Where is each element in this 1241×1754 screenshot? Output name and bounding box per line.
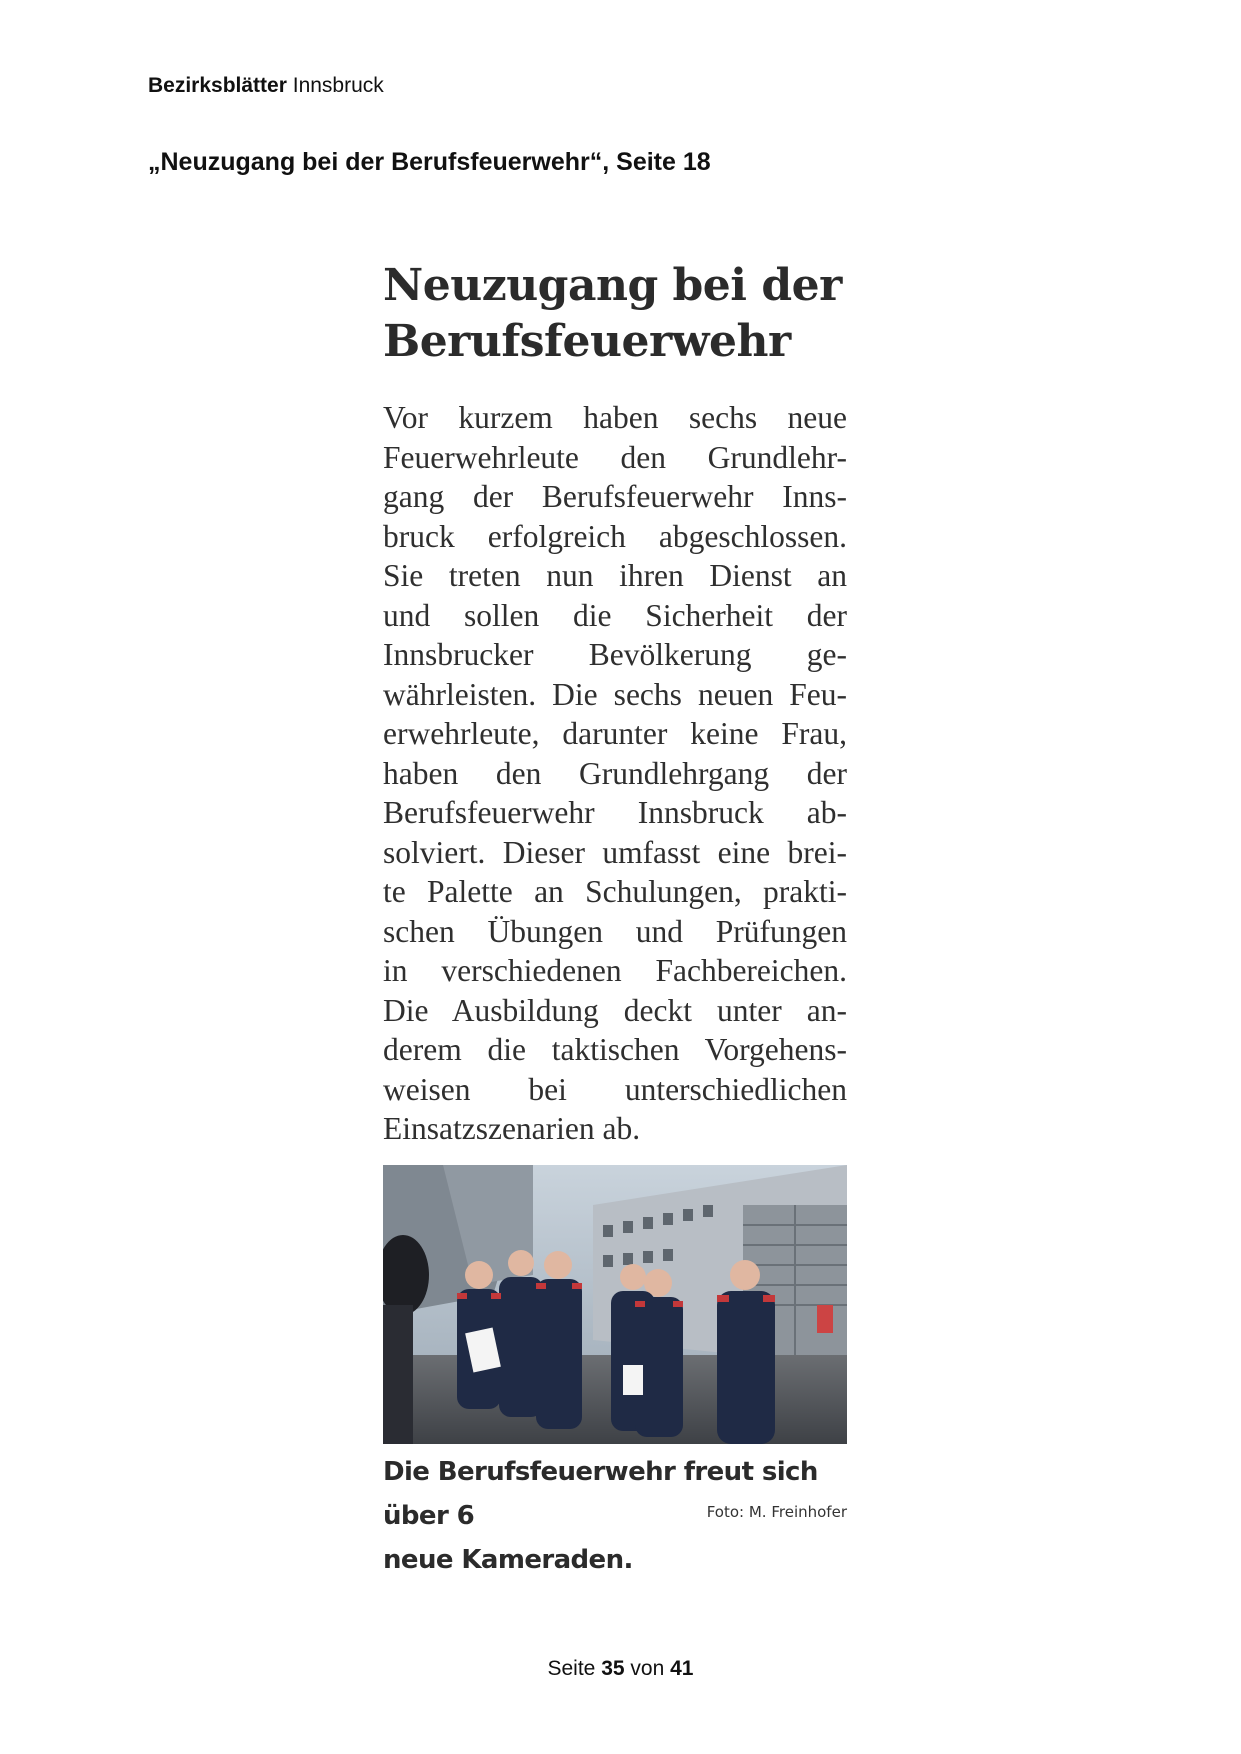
body-line: und sollen die Sicherheit der: [383, 597, 847, 633]
article-photo: [383, 1165, 847, 1444]
body-line: in verschiedenen Fachbereichen.: [383, 953, 847, 988]
body-line: bruck erfolgreich abgeschlossen.: [383, 518, 847, 554]
publication-name: Bezirksblätter: [148, 74, 287, 97]
headline-line-2: Berufsfeuerwehr: [383, 316, 791, 367]
body-line: Vor kurzem haben sechs neue: [383, 400, 847, 435]
publication-region: Innsbruck: [292, 74, 384, 97]
body-line: te Palette an Schulungen, prakti-: [383, 874, 847, 909]
firefighters-photo-illustration: [383, 1165, 847, 1444]
body-line: Innsbrucker Bevölkerung ge-: [383, 637, 847, 672]
body-line: währleisten. Die sechs neuen Feu-: [383, 676, 847, 712]
body-line: Sie treten nun ihren Dienst an: [383, 558, 847, 593]
headline-line-1: Neuzugang bei der: [383, 260, 842, 311]
body-line: solviert. Dieser umfasst eine brei-: [383, 834, 847, 870]
body-line: erwehrleute, darunter keine Frau,: [383, 716, 847, 751]
body-line: schen Übungen und Prüfungen: [383, 913, 847, 949]
body-line: gang der Berufsfeuerwehr Inns-: [383, 479, 847, 514]
article-body: [383, 398, 847, 1149]
publication-header: [148, 74, 384, 98]
caption-line-1: Die Berufsfeuerwehr freut sich über 6: [383, 1457, 818, 1531]
article-reference: „Neuzugang bei der Berufsfeuerwehr“, Seite 18: [148, 148, 711, 176]
body-line: Feuerwehrleute den Grundlehr-: [383, 439, 847, 475]
footer-prefix: Seite: [547, 1657, 596, 1680]
newspaper-clipping: [383, 258, 847, 1149]
body-line: Die Ausbildung deckt unter an-: [383, 992, 847, 1028]
body-line: Berufsfeuerwehr Innsbruck ab-: [383, 795, 847, 830]
body-line: weisen bei unterschiedlichen: [383, 1071, 847, 1107]
article-headline: [383, 258, 847, 370]
body-line: derem die taktischen Vorgehens-: [383, 1032, 847, 1067]
total-page-count: 41: [670, 1657, 694, 1680]
body-line: Einsatzszenarien ab.: [383, 1111, 641, 1146]
current-page-number: 35: [601, 1657, 625, 1680]
footer-middle: von: [630, 1657, 665, 1680]
caption-line-2: neue Kameraden.: [383, 1545, 633, 1575]
page-footer: [0, 1657, 1241, 1681]
photo-caption: [383, 1450, 847, 1582]
body-line: haben den Grundlehrgang der: [383, 755, 847, 791]
photo-credit: Foto: M. Freinhofer: [706, 1503, 847, 1521]
